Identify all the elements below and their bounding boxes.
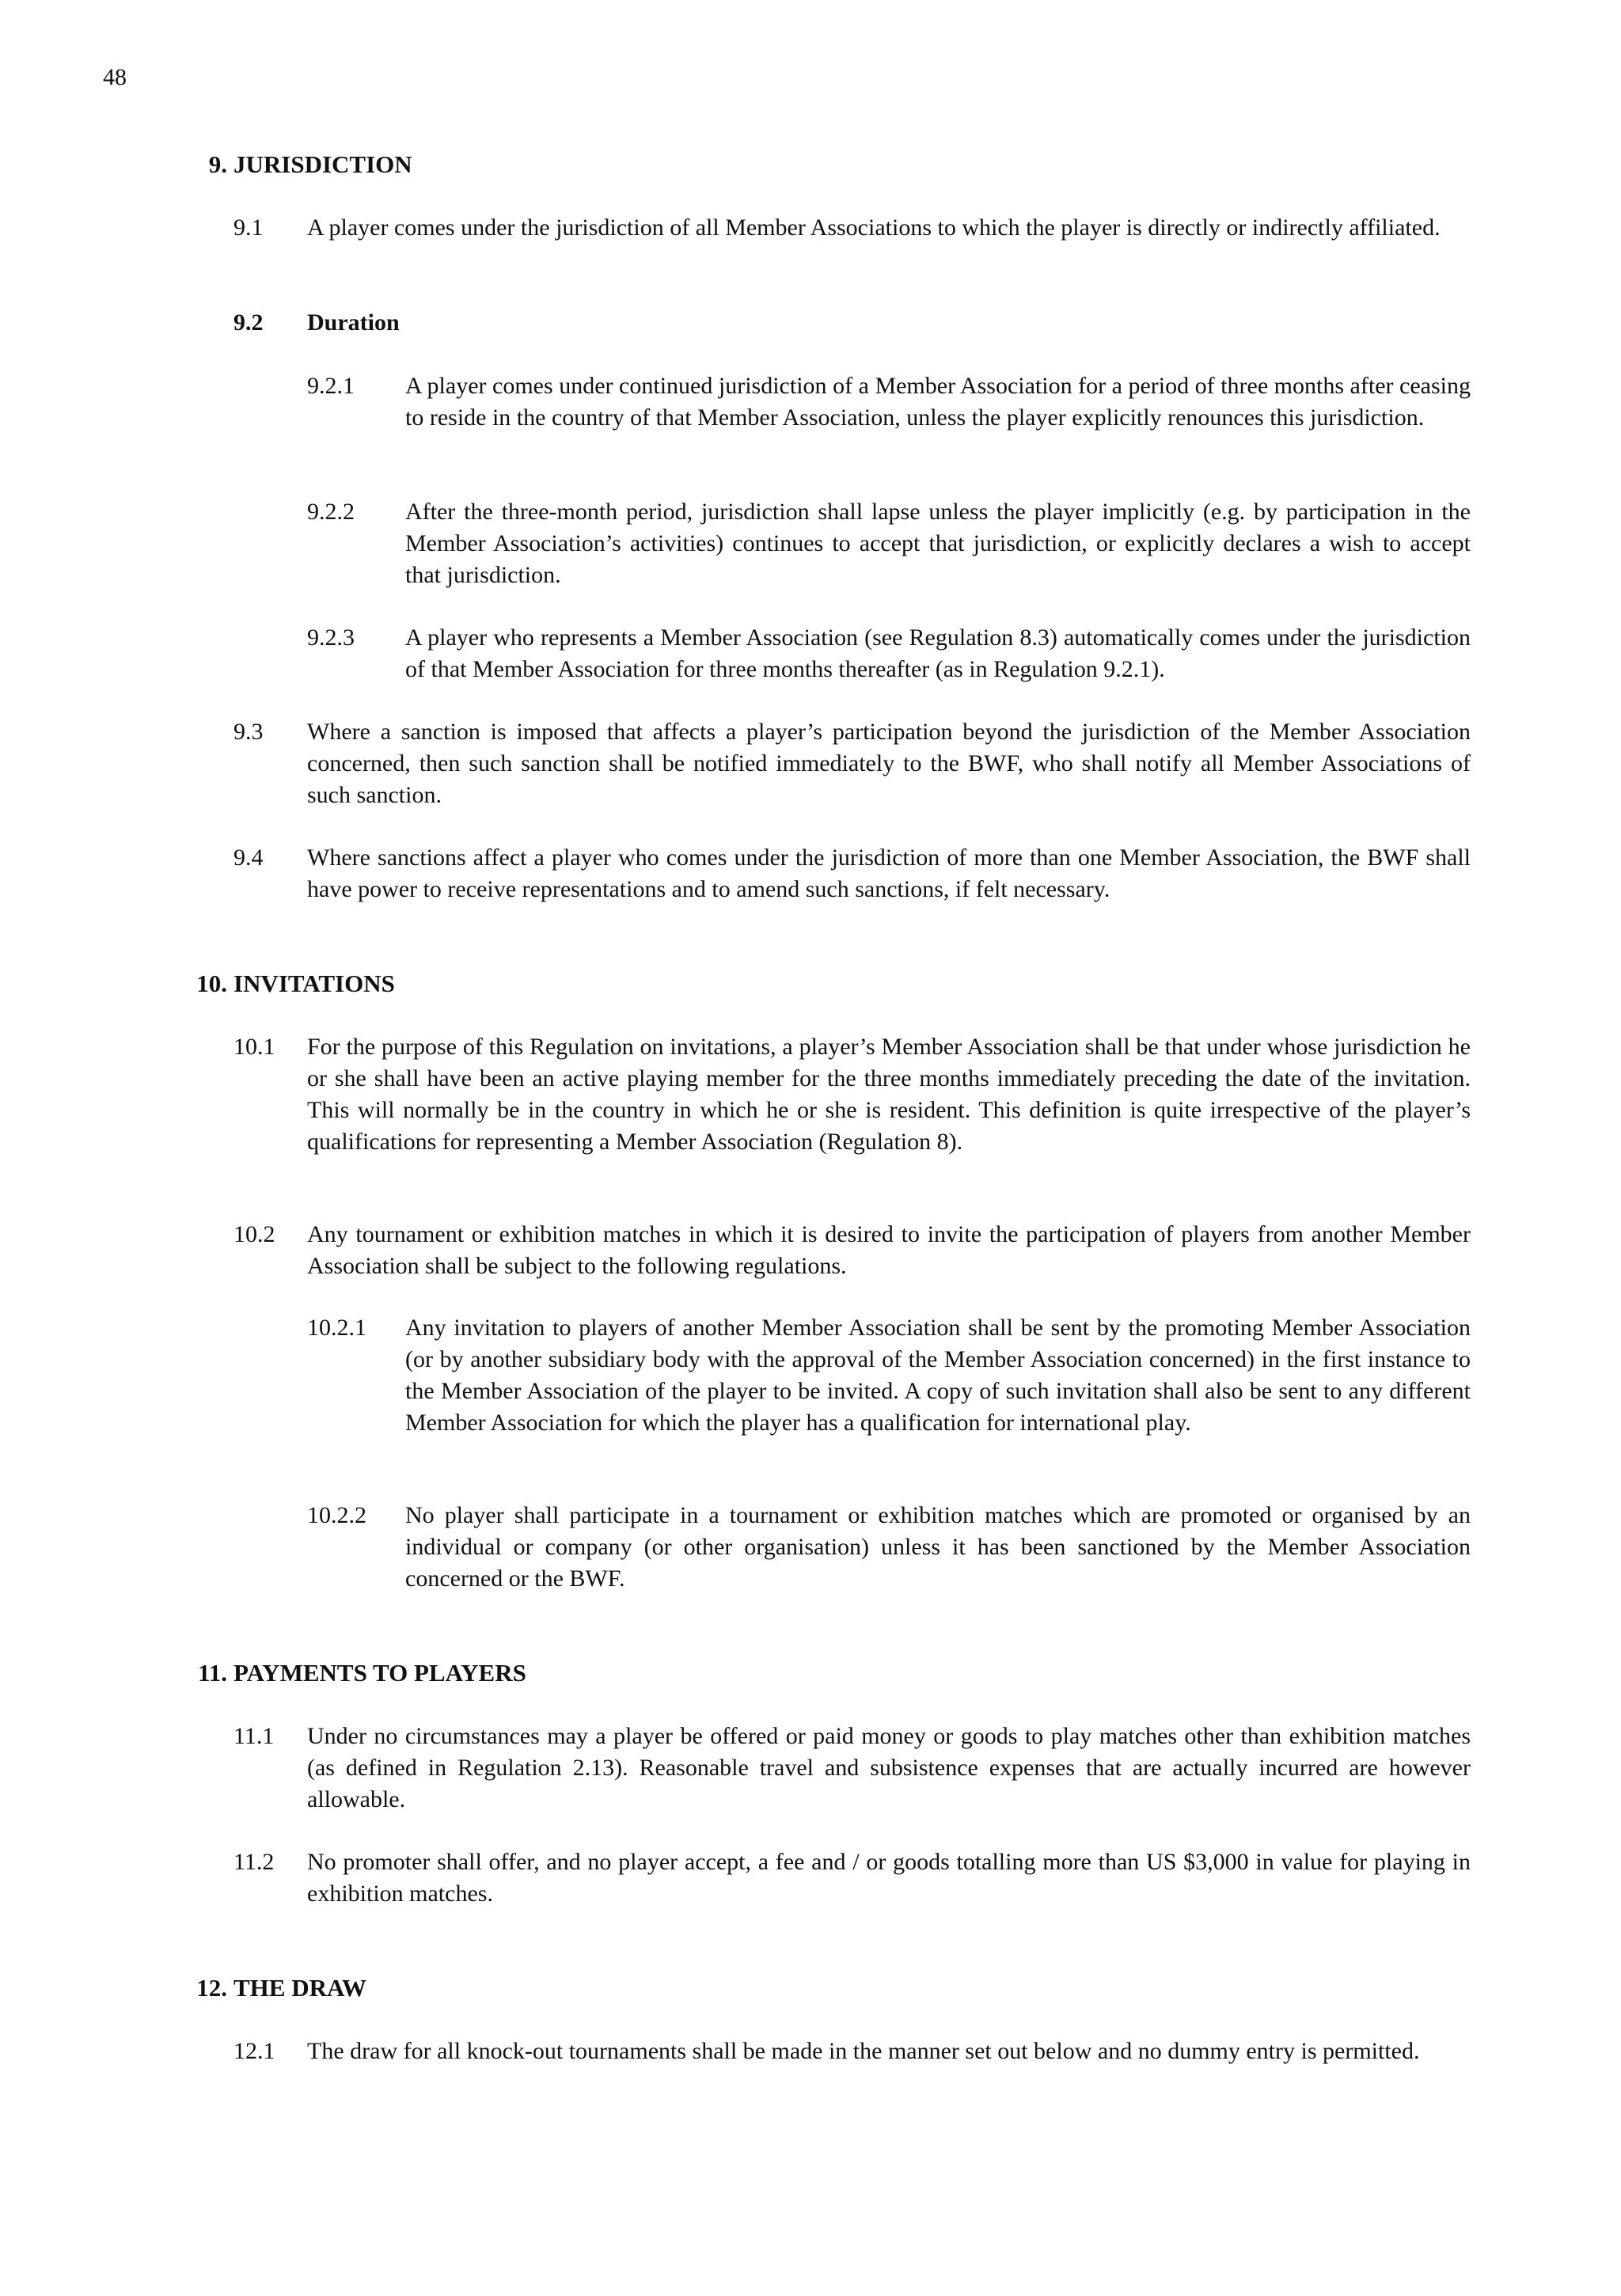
paragraph-number: 12.1 xyxy=(233,2038,275,2064)
section-title: INVITATIONS xyxy=(233,970,395,997)
subheading-number: 9.2 xyxy=(233,309,264,336)
section-title: PAYMENTS TO PLAYERS xyxy=(233,1659,526,1687)
paragraph-number: 10.1 xyxy=(233,1034,275,1060)
section-number: 9. xyxy=(208,150,227,178)
paragraph-text: Any invitation to players of another Member Association shall be sent by the promoting Member Association (or by another subsidiary body with the approval of the Member Association concerned) in the first instance to the Member Association of the player to be invited. A copy of such invitation shall also be sent to any different Member Association for which the player has a qualification for international play. xyxy=(405,1315,1471,1436)
paragraph-text: A player comes under the jurisdiction of all Member Associations to which the player is directly or indirectly affiliated. xyxy=(307,214,1441,241)
paragraph-number: 9.3 xyxy=(233,719,264,745)
paragraph-text: Where a sanction is imposed that affects a player’s participation beyond the jurisdiction of the Member Association concerned, then such sanction shall be notified immediately to the BWF, who shall notify all Member Associations of such sanction. xyxy=(307,719,1471,808)
paragraph-text: Where sanctions affect a player who comes under the jurisdiction of more than one Member Association, the BWF shall have power to receive representations and to amend such sanctions, if felt necessary. xyxy=(307,844,1471,902)
paragraph-text: Any tournament or exhibition matches in which it is desired to invite the participation of players from another Member Association shall be subject to the following regulations. xyxy=(307,1221,1471,1279)
paragraph-number: 9.2.1 xyxy=(307,373,355,399)
subheading-title: Duration xyxy=(307,309,400,336)
paragraph-number: 9.1 xyxy=(233,214,264,241)
paragraph-text: After the three-month period, jurisdiction shall lapse unless the player implicitly (e.g. by participation in the Member Association’s activities) continues to accept that jurisdiction, or explicitly declares a wish to accept that jurisdiction. xyxy=(405,499,1471,588)
paragraph-text: For the purpose of this Regulation on invitations, a player’s Member Association shall be that under whose jurisdiction he or she shall have been an active playing member for the three months immediately preceding the date of the invitation. This will normally be in the country in which he or she is resident. This definition is quite irrespective of the player’s qualifications for representing a Member Association (Regulation 8). xyxy=(307,1034,1471,1155)
paragraph-number: 9.2.3 xyxy=(307,624,355,651)
paragraph-text: Under no circumstances may a player be offered or paid money or goods to play matches other than exhibition matches (as defined in Regulation 2.13). Reasonable travel and subsistence expenses that are actually incurred are however allowable. xyxy=(307,1723,1471,1812)
section-heading-jurisdiction xyxy=(208,149,412,180)
paragraph-text: A player comes under continued jurisdiction of a Member Association for a period of three months after ceasing to reside in the country of that Member Association, unless the player explicitly renounces this jurisdiction. xyxy=(405,373,1471,431)
paragraph-number: 11.2 xyxy=(233,1849,275,1875)
section-heading-the-draw xyxy=(196,1972,366,2004)
section-heading-payments-to-players xyxy=(197,1657,526,1689)
section-number: 12. xyxy=(196,1974,227,2002)
section-number: 10. xyxy=(196,970,227,997)
section-title: JURISDICTION xyxy=(233,150,412,178)
paragraph-text: No promoter shall offer, and no player accept, a fee and / or goods totalling more than US $3,000 in value for playing in exhibition matches. xyxy=(307,1849,1471,1907)
section-number: 11. xyxy=(197,1659,227,1687)
page-number: 48 xyxy=(103,64,127,90)
paragraph-number: 9.4 xyxy=(233,844,264,871)
paragraph-number: 10.2.2 xyxy=(307,1502,366,1528)
paragraph-number: 10.2 xyxy=(233,1221,275,1247)
paragraph-text: A player who represents a Member Association (see Regulation 8.3) automatically comes under the jurisdiction of that Member Association for three months thereafter (as in Regulation 9.2.1). xyxy=(405,624,1471,682)
paragraph-number: 11.1 xyxy=(233,1723,275,1749)
paragraph-number: 9.2.2 xyxy=(307,499,355,525)
paragraph-number: 10.2.1 xyxy=(307,1315,366,1341)
section-title: THE DRAW xyxy=(233,1974,366,2002)
section-heading-invitations xyxy=(196,968,395,1000)
paragraph-text: No player shall participate in a tournament or exhibition matches which are promoted or organised by an individual or company (or other organisation) unless it has been sanctioned by the Member Association concerned or the BWF. xyxy=(405,1502,1471,1592)
paragraph-text: The draw for all knock-out tournaments shall be made in the manner set out below and no dummy entry is permitted. xyxy=(307,2038,1420,2064)
